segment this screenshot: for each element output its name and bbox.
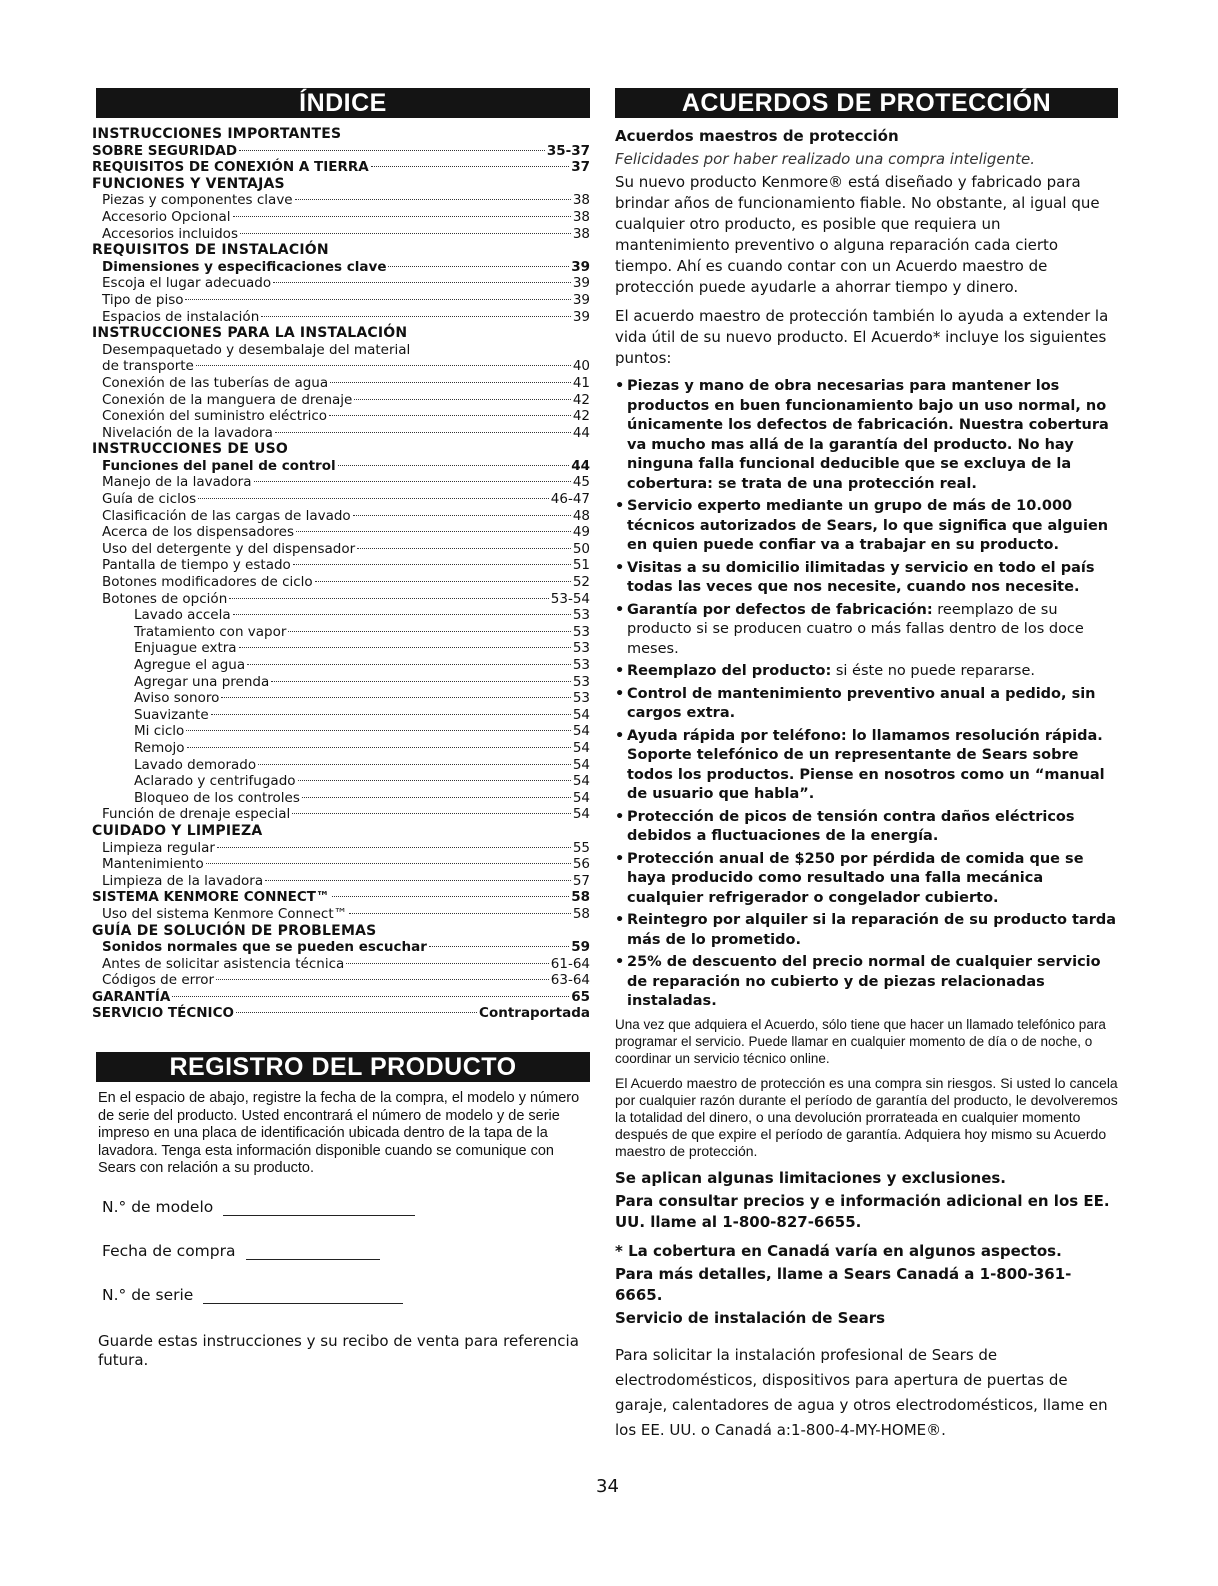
index-entry-label: Accesorios incluidos xyxy=(102,225,238,242)
index-entry[interactable] xyxy=(92,491,590,508)
index-entry-label: Mantenimiento xyxy=(102,856,204,873)
index-list xyxy=(92,126,590,1022)
protection-subtitle: Acuerdos maestros de protección xyxy=(615,127,899,145)
limits-text: Se aplican algunas limitaciones y exclusiones. xyxy=(615,1168,1006,1187)
canada-note-2: Para más detalles, llame a Sears Canadá a 1-800-361-6665. xyxy=(615,1264,1072,1304)
index-entry-page: 61-64 xyxy=(550,955,590,972)
index-entry-page: 42 xyxy=(572,408,590,425)
index-entry-page: 39 xyxy=(572,308,590,325)
index-entry[interactable] xyxy=(92,906,590,923)
index-entry[interactable] xyxy=(92,524,590,541)
left-column xyxy=(92,88,590,1370)
index-entry[interactable] xyxy=(92,508,590,525)
index-entry-page: 53-54 xyxy=(550,590,590,607)
index-entry[interactable] xyxy=(92,624,590,641)
index-entry-label: Espacios de instalación xyxy=(102,308,260,325)
index-entry-page: 54 xyxy=(572,773,590,790)
benefit-item xyxy=(615,662,1118,682)
index-entry-label: Bloqueo de los controles xyxy=(134,789,300,806)
benefit-text: reemplazo de su producto si se producen cuatro o más fallas dentro de los doce meses. xyxy=(627,601,1084,657)
benefit-bold: Piezas y mano de obra necesarias para mantener los productos en buen funcionamiento bajo un uso normal, no únicamente los defectos de fabricación. Nuestra cobertura va mucho mas allá de la garantía del producto. No hay ninguna falla funcional deducible que se excluya de la cobertura: se trata de una protección real. xyxy=(627,378,1109,492)
dot-leader xyxy=(196,365,571,366)
index-entry-page: 54 xyxy=(572,723,590,740)
index-entry[interactable] xyxy=(92,989,590,1006)
dot-leader xyxy=(332,896,570,897)
index-entry-page: 42 xyxy=(572,391,590,408)
index-entry-label: Remojo xyxy=(134,739,185,756)
index-entry-label: Uso del detergente y del dispensador xyxy=(102,540,356,557)
index-entry[interactable] xyxy=(92,591,590,608)
index-entry-label: Botones de opción xyxy=(102,590,228,607)
serial-number-field[interactable] xyxy=(102,1280,590,1304)
index-entry-page: 59 xyxy=(571,939,590,956)
dot-leader xyxy=(187,747,571,748)
index-entry-page: 54 xyxy=(572,806,590,823)
index-entry-page: 53 xyxy=(572,607,590,624)
index-entry[interactable] xyxy=(92,159,590,176)
index-entry-label: Función de drenaje especial xyxy=(102,806,291,823)
dot-leader xyxy=(330,382,571,383)
benefits-list xyxy=(615,377,1118,1012)
registration-banner: REGISTRO DEL PRODUCTO xyxy=(96,1052,590,1082)
index-entry-label: de transporte xyxy=(102,358,194,375)
index-entry-page: 55 xyxy=(572,839,590,856)
index-entry-page: 57 xyxy=(572,872,590,889)
serial-number-label: N.° de serie xyxy=(102,1285,194,1304)
benefit-bold: Reemplazo del producto: xyxy=(627,663,832,679)
dot-leader xyxy=(239,150,545,151)
index-entry[interactable] xyxy=(92,956,590,973)
index-entry-label: Conexión de las tuberías de agua xyxy=(102,374,329,391)
index-section-header: INSTRUCCIONES DE USO xyxy=(92,441,289,458)
index-section-header: FUNCIONES Y VENTAJAS xyxy=(92,175,285,192)
index-entry-page: 49 xyxy=(572,524,590,541)
dot-leader xyxy=(354,399,570,400)
index-entry-label: Aviso sonoro xyxy=(134,690,220,707)
index-entry[interactable] xyxy=(92,474,590,491)
index-entry[interactable] xyxy=(92,690,590,707)
index-entry[interactable] xyxy=(92,840,590,857)
index-entry-page: 37 xyxy=(571,159,590,176)
index-entry-label: Limpieza de la lavadora xyxy=(102,872,264,889)
index-entry-page: 63-64 xyxy=(550,972,590,989)
benefit-item xyxy=(615,953,1118,1012)
index-entry-label: Agregar una prenda xyxy=(134,673,270,690)
benefit-bold: Reintegro por alquiler si la reparación de su producto tarda más de lo prometido. xyxy=(627,912,1117,948)
dot-leader xyxy=(275,432,571,433)
index-entry-page: 35-37 xyxy=(546,142,590,159)
dot-leader xyxy=(371,166,569,167)
dot-leader xyxy=(288,631,570,632)
index-entry[interactable] xyxy=(92,259,590,276)
index-entry-page: 54 xyxy=(572,706,590,723)
index-entry-label: Desempaquetado y desembalaje del material xyxy=(102,341,411,358)
index-entry[interactable] xyxy=(92,358,590,375)
benefit-item xyxy=(615,808,1118,847)
benefit-bold: Visitas a su domicilio ilimitadas y servicio en todo el país todas las veces que nos necesite, cuando nos necesite. xyxy=(627,559,1095,595)
index-entry-label: Sonidos normales que se pueden escuchar xyxy=(102,939,427,956)
benefit-item xyxy=(615,911,1118,950)
index-section-header: CUIDADO Y LIMPIEZA xyxy=(92,822,263,839)
index-entry-page: 48 xyxy=(572,507,590,524)
index-entry[interactable] xyxy=(92,541,590,558)
dot-leader xyxy=(239,647,571,648)
dot-leader xyxy=(198,498,549,499)
index-entry[interactable] xyxy=(92,1005,590,1022)
index-section-header: INSTRUCCIONES IMPORTANTES xyxy=(92,126,342,142)
dot-leader xyxy=(357,548,571,549)
index-entry[interactable] xyxy=(92,757,590,774)
index-entry[interactable] xyxy=(92,773,590,790)
benefit-bold: 25% de descuento del precio normal de cualquier servicio de reparación no cubierto y de piezas relacionadas instaladas. xyxy=(627,954,1101,1009)
protection-banner: ACUERDOS DE PROTECCIÓN xyxy=(615,88,1118,118)
index-section-header: REQUISITOS DE INSTALACIÓN xyxy=(92,242,329,259)
canada-note-1: * La cobertura en Canadá varía en algunos aspectos. xyxy=(615,1241,1062,1260)
benefit-item xyxy=(615,601,1118,660)
index-entry-label: REQUISITOS DE CONEXIÓN A TIERRA xyxy=(92,159,369,176)
index-entry-label: GARANTÍA xyxy=(92,988,171,1005)
dot-leader xyxy=(388,266,569,267)
index-entry-label: Nivelación de la lavadora xyxy=(102,424,273,441)
dot-leader xyxy=(233,216,571,217)
index-entry-page: 58 xyxy=(572,905,590,922)
index-entry[interactable] xyxy=(92,723,590,740)
dot-leader xyxy=(293,564,571,565)
index-entry-label: Enjuague extra xyxy=(134,640,237,657)
index-entry-label: Tipo de piso xyxy=(102,291,184,308)
dot-leader xyxy=(185,299,570,300)
dot-leader xyxy=(247,664,571,665)
index-entry-label: Pantalla de tiempo y estado xyxy=(102,557,291,574)
index-entry-page: 44 xyxy=(572,424,590,441)
index-entry[interactable] xyxy=(92,707,590,724)
congrats-text: Felicidades por haber realizado una compra inteligente. xyxy=(615,150,1036,168)
index-entry[interactable] xyxy=(92,972,590,989)
index-entry-page: 53 xyxy=(572,623,590,640)
index-entry-label: Suavizante xyxy=(134,706,209,723)
index-entry[interactable] xyxy=(92,309,590,326)
index-entry-page: 54 xyxy=(572,739,590,756)
index-entry-page: 54 xyxy=(572,789,590,806)
index-entry-label: Clasificación de las cargas de lavado xyxy=(102,507,351,524)
index-entry-page: 53 xyxy=(572,640,590,657)
index-entry-page: 38 xyxy=(572,225,590,242)
index-entry-label: Lavado demorado xyxy=(134,756,257,773)
index-entry[interactable] xyxy=(92,226,590,243)
benefit-item xyxy=(615,559,1118,598)
index-entry-page: 39 xyxy=(572,291,590,308)
index-entry-label: Agregue el agua xyxy=(134,657,246,673)
dot-leader xyxy=(206,863,571,864)
index-entry[interactable] xyxy=(92,408,590,425)
dot-leader xyxy=(429,946,569,947)
benefit-bold: Protección de picos de tensión contra daños eléctricos debidos a fluctuaciones de la energía. xyxy=(627,808,1075,844)
dot-leader xyxy=(236,1012,477,1013)
index-entry[interactable] xyxy=(92,889,590,906)
install-title: Servicio de instalación de Sears xyxy=(615,1308,886,1327)
dot-leader xyxy=(221,697,570,698)
benefit-bold: Ayuda rápida por teléfono: lo llamamos resolución rápida. Soporte telefónico de un representante de Sears sobre todos los productos. Piense en nosotros como un “manual de usuario que habla”. xyxy=(627,727,1105,802)
index-entry[interactable] xyxy=(92,939,590,956)
purchase-date-line[interactable] xyxy=(246,1258,380,1260)
index-entry-page: 38 xyxy=(572,208,590,225)
dot-leader xyxy=(353,515,571,516)
index-entry-label: SOBRE SEGURIDAD xyxy=(92,142,238,159)
dot-leader xyxy=(271,681,571,682)
index-entry-page: 53 xyxy=(572,673,590,690)
protection-para-2: El acuerdo maestro de protección también lo ayuda a extender la vida útil de su nuevo producto. El Acuerdo* incluye los siguientes puntos: xyxy=(615,307,1109,367)
install-text: Para solicitar la instalación profesional de Sears de electrodomésticos, dispositivos para apertura de puertas de garaje, calentadores de agua y otros electrodomésticos, llame en los EE. UU. o Canadá a:1-800-4-MY-HOME®. xyxy=(615,1345,1108,1439)
index-entry-label: Códigos de error xyxy=(102,972,215,989)
consult-text: Para consultar precios y e información adicional en los EE. UU. llame al 1-800-827-6655. xyxy=(615,1191,1110,1231)
index-section-header: GUÍA DE SOLUCIÓN DE PROBLEMAS xyxy=(92,922,377,939)
purchase-date-field[interactable] xyxy=(102,1236,590,1260)
index-entry-page: 53 xyxy=(572,657,590,673)
benefit-bold: Garantía por defectos de fabricación: xyxy=(627,601,933,618)
index-entry-label: Tratamiento con vapor xyxy=(134,623,287,640)
index-entry-page: 39 xyxy=(572,275,590,292)
dot-leader xyxy=(346,963,549,964)
index-entry[interactable] xyxy=(92,856,590,873)
index-entry-label: Acerca de los dispensadores xyxy=(102,524,294,541)
index-entry-page: 39 xyxy=(571,258,590,275)
dot-leader xyxy=(298,780,571,781)
index-entry-label: Escoja el lugar adecuado xyxy=(102,275,272,292)
serial-number-line[interactable] xyxy=(203,1302,403,1304)
protection-para-3: Una vez que adquiera el Acuerdo, sólo tiene que hacer un llamado telefónico para programar el servicio. Puede llamar en cualquier momento de día o de noche, o coordinar un servicio técnico online. xyxy=(615,1016,1106,1066)
index-entry-label: Uso del sistema Kenmore Connect™ xyxy=(102,905,348,922)
index-entry-label: Conexión del suministro eléctrico xyxy=(102,408,328,425)
index-entry-label: Dimensiones y especificaciones clave xyxy=(102,258,387,275)
benefit-item xyxy=(615,850,1118,909)
dot-leader xyxy=(240,233,571,234)
index-entry[interactable] xyxy=(92,657,590,674)
right-column xyxy=(615,88,1118,1451)
index-entry-page: 54 xyxy=(572,756,590,773)
index-entry-label: Antes de solicitar asistencia técnica xyxy=(102,955,345,972)
benefit-item xyxy=(615,377,1118,494)
index-entry-label: Piezas y componentes clave xyxy=(102,192,293,209)
index-entry-page: 45 xyxy=(572,474,590,491)
index-entry-page: 44 xyxy=(571,457,590,474)
dot-leader xyxy=(338,465,570,466)
index-entry-page: Contraportada xyxy=(479,1005,590,1022)
index-entry[interactable] xyxy=(92,375,590,392)
dot-leader xyxy=(302,797,571,798)
dot-leader xyxy=(273,282,571,283)
index-entry-page: 46-47 xyxy=(550,491,590,508)
index-entry[interactable] xyxy=(92,275,590,292)
index-entry[interactable] xyxy=(92,873,590,890)
index-entry-label: SISTEMA KENMORE CONNECT™ xyxy=(92,889,330,906)
protection-para-1: Su nuevo producto Kenmore® está diseñado y fabricado para brindar años de funcionamiento fiable. No obstante, al igual que cualquier otro producto, es posible que requiera un mantenimiento preventivo o alguna reparación cada cierto tiempo. Ahí es cuando contar con un Acuerdo maestro de protección puede ayudarle a ahorrar tiempo y dinero. xyxy=(615,173,1100,296)
protection-para-4: El Acuerdo maestro de protección es una compra sin riesgos. Si usted lo cancela por cualquier razón durante el período de garantía del producto, le devolveremos la totalidad del dinero, o una devolución prorrateada en cualquier momento después de que expire el período de garantía. Adquiera hoy mismo su Acuerdo maestro de protección. xyxy=(615,1074,1118,1159)
index-entry[interactable] xyxy=(92,607,590,624)
index-entry[interactable] xyxy=(92,392,590,409)
index-entry[interactable] xyxy=(92,790,590,807)
index-entry[interactable] xyxy=(92,458,590,475)
purchase-date-label: Fecha de compra xyxy=(102,1241,236,1260)
dot-leader xyxy=(217,847,571,848)
dot-leader xyxy=(329,415,571,416)
benefit-text: si éste no puede repararse. xyxy=(831,663,1036,679)
dot-leader xyxy=(229,598,549,599)
dot-leader xyxy=(254,481,571,482)
index-entry[interactable] xyxy=(92,209,590,226)
benefit-item xyxy=(615,727,1118,805)
benefit-bold: Servicio experto mediante un grupo de más de 10.000 técnicos autorizados de Sears, lo que significa que alguien en quien puede confiar va a trabajar en su producto. xyxy=(627,498,1109,553)
model-number-label: N.° de modelo xyxy=(102,1197,214,1216)
index-entry-page: 51 xyxy=(572,557,590,574)
registration-intro: En el espacio de abajo, registre la fecha de la compra, el modelo y número de serie del producto. Usted encontrará el número de modelo y de serie impreso en una placa de identificación ubicada dentro de la tapa de la lavadora. Tenga esta información disponible cuando se comunique con Sears con relación a su producto. xyxy=(98,1090,580,1177)
benefit-item xyxy=(615,497,1118,556)
model-number-field[interactable] xyxy=(102,1192,590,1216)
index-entry-label: Lavado accela xyxy=(134,607,231,624)
registration-footer: Guarde estas instrucciones y su recibo de venta para referencia futura. xyxy=(98,1331,579,1369)
index-entry[interactable] xyxy=(92,740,590,757)
index-entry[interactable] xyxy=(92,425,590,442)
index-entry[interactable] xyxy=(92,143,590,160)
benefit-bold: Control de mantenimiento preventivo anual a pedido, sin cargos extra. xyxy=(627,685,1096,721)
index-entry-label: Guía de ciclos xyxy=(102,491,197,508)
index-entry-label: Aclarado y centrifugado xyxy=(134,773,296,790)
index-entry-page: 40 xyxy=(572,358,590,375)
index-entry-label: Limpieza regular xyxy=(102,839,215,856)
dot-leader xyxy=(172,996,569,997)
index-entry-label: SERVICIO TÉCNICO xyxy=(92,1005,234,1022)
index-entry-page: 65 xyxy=(571,988,590,1005)
dot-leader xyxy=(216,979,549,980)
index-entry-page: 53 xyxy=(572,690,590,707)
page-number: 34 xyxy=(596,1476,619,1497)
dot-leader xyxy=(211,714,571,715)
index-entry-label: Funciones del panel de control xyxy=(102,457,336,474)
index-entry-page: 50 xyxy=(572,540,590,557)
dot-leader xyxy=(296,531,571,532)
index-entry[interactable] xyxy=(92,806,590,823)
index-entry-label: Accesorio Opcional xyxy=(102,208,231,225)
benefit-item xyxy=(615,685,1118,724)
dot-leader xyxy=(233,614,571,615)
index-entry-label: Conexión de la manguera de drenaje xyxy=(102,391,353,408)
index-section-header: INSTRUCCIONES PARA LA INSTALACIÓN xyxy=(92,325,408,342)
dot-leader xyxy=(265,880,571,881)
index-entry[interactable] xyxy=(92,557,590,574)
index-entry-page: 58 xyxy=(571,889,590,906)
dot-leader xyxy=(315,581,571,582)
dot-leader xyxy=(295,199,571,200)
index-entry-page: 41 xyxy=(572,374,590,391)
dot-leader xyxy=(261,316,571,317)
index-entry[interactable] xyxy=(92,674,590,691)
index-entry-page: 38 xyxy=(572,192,590,209)
index-entry-label: Manejo de la lavadora xyxy=(102,474,252,491)
index-entry[interactable] xyxy=(92,574,590,591)
dot-leader xyxy=(292,813,571,814)
model-number-line[interactable] xyxy=(223,1214,415,1216)
index-entry-label: Botones modificadores de ciclo xyxy=(102,574,313,591)
dot-leader xyxy=(258,764,571,765)
index-banner: ÍNDICE xyxy=(96,88,590,118)
benefit-bold: Protección anual de $250 por pérdida de comida que se haya producido como resultado una falla mecánica cualquier refrigerador o congelador cubierto. xyxy=(627,850,1084,906)
index-entry-page: 56 xyxy=(572,856,590,873)
index-entry[interactable] xyxy=(92,292,590,309)
dot-leader xyxy=(349,913,571,914)
index-entry-page: 52 xyxy=(572,574,590,591)
index-entry[interactable] xyxy=(92,640,590,657)
index-entry[interactable] xyxy=(92,192,590,209)
dot-leader xyxy=(186,730,571,731)
index-entry-label: Mi ciclo xyxy=(134,723,185,740)
